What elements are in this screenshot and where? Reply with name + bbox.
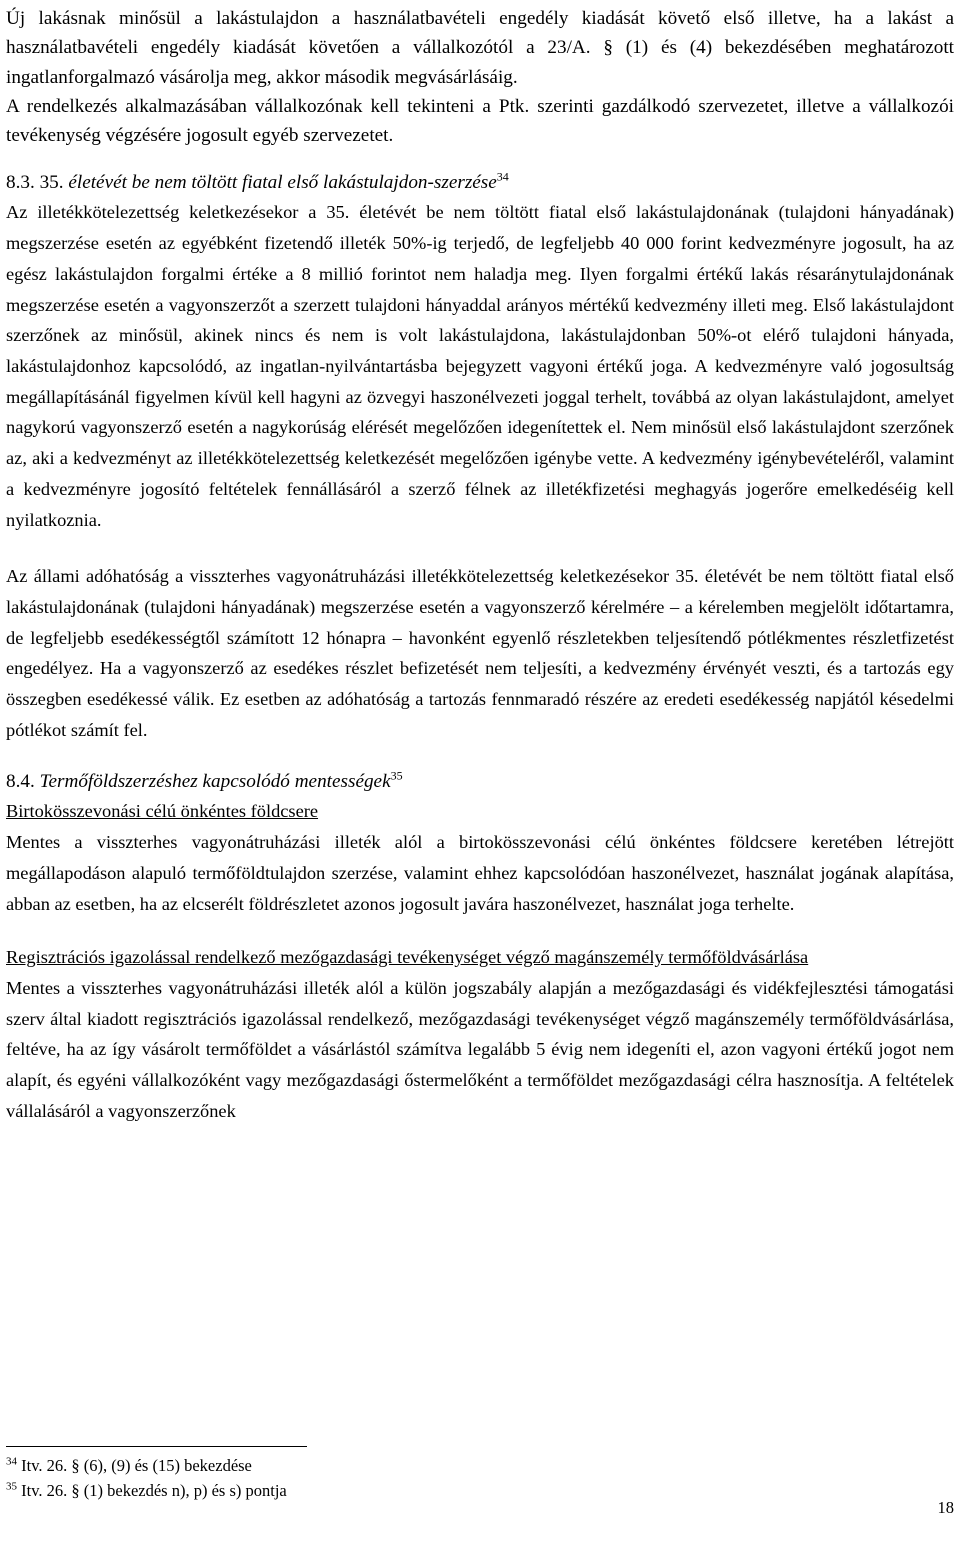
section-number: 8.4. — [6, 771, 35, 793]
section-heading-8-3 — [6, 169, 954, 197]
intro-paragraph: A rendelkezés alkalmazásában vállalkozónak kell tekinteni a Ptk. szerinti gazdálkodó szervezetet, illetve a vállalkozói tevékenység végzésére jogosult egyéb szervezetet. — [6, 95, 954, 147]
footnote-item — [6, 1454, 606, 1479]
body-paragraph: Mentes a visszterhes vagyonátruházási illeték alól a birtokösszevonási célú önkéntes földcsere keretében létrejött megállapodáson alapuló termőföldtulajdon szerzése, valamint ehhez kapcsolódóan haszonélvezet, használat jogának alapítása, abban az esetben, ha az elcserélt földrészletet azonos jogosult javára haszonélvezet, használat joga terhelte. — [6, 832, 954, 914]
body-paragraph: Mentes a visszterhes vagyonátruházási illeték alól a külön jogszabály alapján a mezőgazdasági és vidékfejlesztési támogatási szerv által kiadott regisztrációs igazolással rendelkező, mezőgazdasági tevékenységet végző magánszemély termőföldvásárlása, feltéve, ha az így vásárolt termőföldet a vásárlástól számítva legalább 5 évig nem idegeníti el, azon vagyoni értékű jogot nem alapít, és egyéni vállalkozóként vagy mezőgazdasági őstermelőként a termőföldet mezőgazdasági célra hasznosítja. A feltételek vállalásáról a vagyonszerzőnek — [6, 977, 954, 1121]
page-body — [6, 4, 954, 1126]
subsection-title: Regisztrációs igazolással rendelkező mezőgazdasági tevékenységet végző magánszemély termőföldvásárlása — [6, 947, 809, 968]
footnote-ref[interactable]: 35 — [390, 769, 403, 784]
footnote-text: Itv. 26. § (6), (9) és (15) bekezdése — [21, 1456, 252, 1475]
section-heading-8-4 — [6, 768, 954, 796]
section-number: 8.3. 35. — [6, 172, 64, 194]
footnotes — [6, 1454, 606, 1503]
section-title: életévét be nem töltött fiatal első lakástulajdon-szerzése — [68, 172, 497, 194]
intro-paragraph: Új lakásnak minősül a lakástulajdon a használatbavételi engedély kiadását követő első illetve, ha a lakást a használatbavételi engedély kiadását követően a vállalkozótól a 23/A. § (1) és (4) bekezdésében meghatározott ingatlanforgalmazó vásárolja meg, akkor második megvásárlásáig. — [6, 8, 954, 88]
page-number: 18 — [937, 1498, 954, 1517]
footnote-number: 34 — [6, 1455, 17, 1468]
subsection-title: Birtokösszevonási célú önkéntes földcsere — [6, 801, 319, 822]
body-paragraph: Az állami adóhatóság a visszterhes vagyonátruházási illetékkötelezettség keletkezésekor 35. életévét be nem töltött fiatal első lakástulajdonának (tulajdoni hányadának) megszerzése esetén a vagyonszerző kérelmére – a kérelemben megjelölt időtartamra, de legfeljebb esedékességtől számított 12 hónapra – havonként egyenlő részletekben teljesítendő pótlékmentes részletfizetést engedélyez. Ha a vagyonszerző az esedékes részlet befizetését nem teljesíti, a kedvezmény érvényét veszti, és a tartozás egy összegben esedékessé válik. Ez esetben az adóhatóság a tartozás fennmaradó részére az eredeti esedékesség napjától késedelmi pótlékot számít fel. — [6, 566, 954, 740]
footnote-number: 35 — [6, 1480, 17, 1492]
footnote-text: Itv. 26. § (1) bekezdés n), p) és s) pontja — [21, 1480, 287, 1500]
footnote-ref[interactable]: 34 — [496, 170, 509, 185]
body-paragraph: Az illetékkötelezettség keletkezésekor a 35. életévét be nem töltött fiatal első lakástulajdonának (tulajdoni hányadának) megszerzése esetén az egyébként fizetendő illeték 50%-ig terjedő, de legfeljebb 40 000 forint kedvezményre jogosult, ha az egész lakástulajdon forgalmi értéke a 8 millió forintot nem haladja meg. Ilyen forgalmi értékű lakás résaránytulajdonának megszerzése esetén a vagyonszerzőt a szerzett tulajdoni hányaddal arányos mértékű kedvezmény illeti meg. Első lakástulajdont szerzőnek az minősül, akinek nincs és nem is volt lakástulajdona, lakástulajdonban 50%-ot elérő tulajdoni hányada, lakástulajdonhoz kapcsolódó, az ingatlan-nyilvántartásba bejegyzett vagyoni értékű joga. A kedvezményre való jogosultság megállapításánál figyelmen kívül kell hagyni az özvegyi haszonélvezeti joggal terhelt, továbbá az olyan lakástulajdont, amelyet nagykorú vagyonszerző esetén a nagykorúság elérését megelőzően idegenítettek el. Nem minősül első lakástulajdont szerzőnek az, aki a kedvezményt az illetékkötelezettség keletkezését megelőzően igénybe vette. A kedvezmény igénybevételéről, valamint a kedvezményre jogosító feltételek fennállásáról a szerző félnek az illetékfizetési meghagyás jogerőre emelkedéséig kell nyilatkoznia. — [6, 202, 954, 530]
section-title: Termőföldszerzéshez kapcsolódó mentességek — [39, 771, 391, 793]
footnote-divider — [6, 1446, 307, 1447]
footnote-item — [6, 1479, 606, 1504]
